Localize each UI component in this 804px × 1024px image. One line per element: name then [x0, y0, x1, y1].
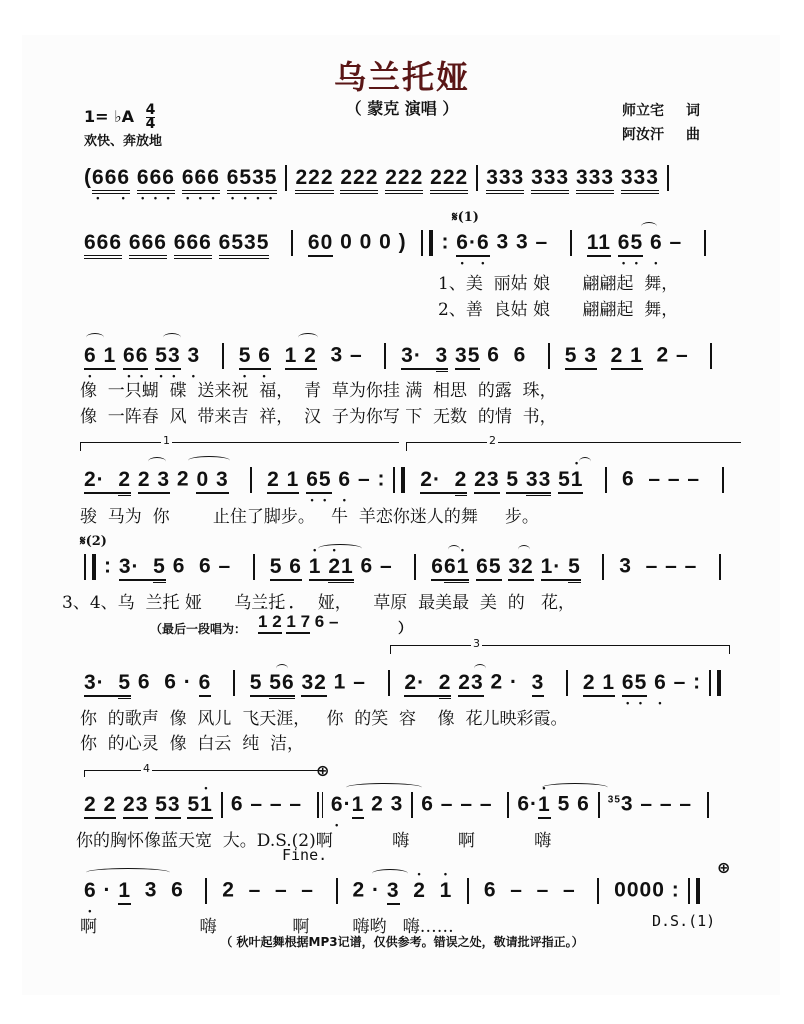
slur [346, 783, 422, 792]
transcription-note: （ 秋叶起舞根据MP3记谱，仅供参考。错误之处，敬请批评指正。） [220, 935, 584, 949]
slur [542, 783, 608, 792]
score-row-2 [84, 230, 734, 270]
notes-line: : 3· 5 6 6 – 5 6 • 1 • 21 6 – 66• 1 65 32 1· 5 3 – – – [84, 554, 729, 580]
lyrics-line: 3、4、乌 兰托 娅 乌兰托 娅， 草原 最美最 美 的 花， [62, 593, 575, 613]
lyricist-credit: 师立宅 词 [622, 103, 700, 119]
slur [163, 333, 181, 342]
fermata [448, 545, 460, 554]
volta-bracket-1: 1 [80, 442, 399, 451]
slur [148, 457, 166, 466]
lyrics-verse-2: 你 的心灵 像 白云 纯 洁， [80, 734, 305, 754]
notes-line: 6 • · 1 3 6 2 – – – 2 · 3 • 2 • 1 6 – – – 0000 : [84, 878, 708, 904]
composer-credit: 阿汝汗 曲 [622, 127, 700, 143]
lyrics-verse-1: 1、美 丽姑 娘 翩翩起 舞， [438, 274, 679, 294]
coda-icon: ⊕ [316, 761, 330, 780]
volta-bracket-4: 4 [84, 770, 323, 777]
slur [318, 544, 362, 553]
lyrics-line: 你的胸怀像蓝天宽 大。D.S.(2)啊 嗨 啊 嗨 [76, 831, 552, 851]
volta-bracket-3: 3 [390, 645, 730, 654]
volta-bracket-2: 2 [406, 442, 741, 451]
song-title: 乌兰托娅 [333, 58, 470, 96]
fermata [518, 545, 530, 554]
score-row-4 [84, 467, 734, 507]
lyrics-verse-1: 你 的歌声 像 风儿 飞天涯， 你 的笑 容 像 花儿映彩霞。 [80, 709, 568, 729]
notes-line: 2· 2 2 3 2 0 3 2 1 6 •5 • 6 • – : 2· 2 23 5 33 5• 1 6 – – – [84, 467, 732, 493]
notes-line: 666 666 666 6535 60 0 0 0 ) : 6 •·6 • 3 3 – 11 6 •5 • 6 • – [84, 230, 714, 256]
key-signature [84, 104, 155, 131]
notes-line: 2 2 23 53 5• 1 6 – – – 6 •·1 2 3 6 – – – 6·• 1 5 6 $^{35}$3 – – – [84, 792, 717, 818]
slur [86, 868, 170, 877]
key-label: 1= ♭A [84, 107, 135, 126]
segno-1-marker: 𝄋(1) [452, 210, 479, 225]
lyrics-verse-1: 像 一只蝴 碟 送来祝 福， 青 草为你挂 满 相思 的露 珠， [80, 381, 557, 401]
fermata [641, 222, 657, 231]
notes-line: 3· 5 6 6 · 6 5 56 32 1 – 2· 2 23 2 · 3 2 1 6 •5 • 6 • – : [84, 670, 729, 696]
alt-ending-notes: • 1 • 2 • 1 7 6 – [258, 612, 338, 632]
lyrics-line: 啊 嗨 啊 嗨哟 嗨…… [80, 917, 454, 937]
fine-marking: Fine. [282, 846, 328, 864]
lyrics-verse-2: 像 一阵春 风 带来吉 祥， 汉 子为你写 下 无数 的情 书， [80, 407, 557, 427]
lyrics-verse-2: 2、善 良姑 娘 翩翩起 舞， [438, 300, 679, 320]
slur [372, 869, 408, 878]
segno-2-marker: 𝄋(2) [80, 534, 107, 549]
score-row-1 [84, 165, 734, 205]
performer-label: （ 蒙克 演唱 ） [345, 99, 459, 118]
fermata [579, 457, 591, 466]
slur [188, 456, 230, 465]
tempo-marking: 欢快、奔放地 [84, 134, 163, 149]
slur [86, 333, 104, 342]
alt-ending-label: （最后一段唱为： [150, 622, 247, 636]
ds-1-marking: D.S.(1) [652, 912, 716, 930]
alt-ending-close: ） [398, 621, 412, 637]
coda-icon: ⊕ [717, 858, 731, 877]
lyrics-line: 骏 马为 你 止住了脚步。 牛 羊恋你迷人的舞 步。 [80, 507, 539, 527]
notes-line: 6 • 1 6 •6 • 5 •3 • 3 • 5 • 6 • 1 2 3 – 3· 3 35 6 6 5 3 2 1 2 – [84, 343, 720, 369]
time-signature: $\frac{4}{4}$ [145, 102, 156, 132]
slur [298, 333, 318, 342]
notes-line: (6 •66 • 6 •6 •6 • 6 •6 •6 • 6 •5 •3 •5 • 222 222 222 222 333 333 333 333 [84, 165, 677, 191]
